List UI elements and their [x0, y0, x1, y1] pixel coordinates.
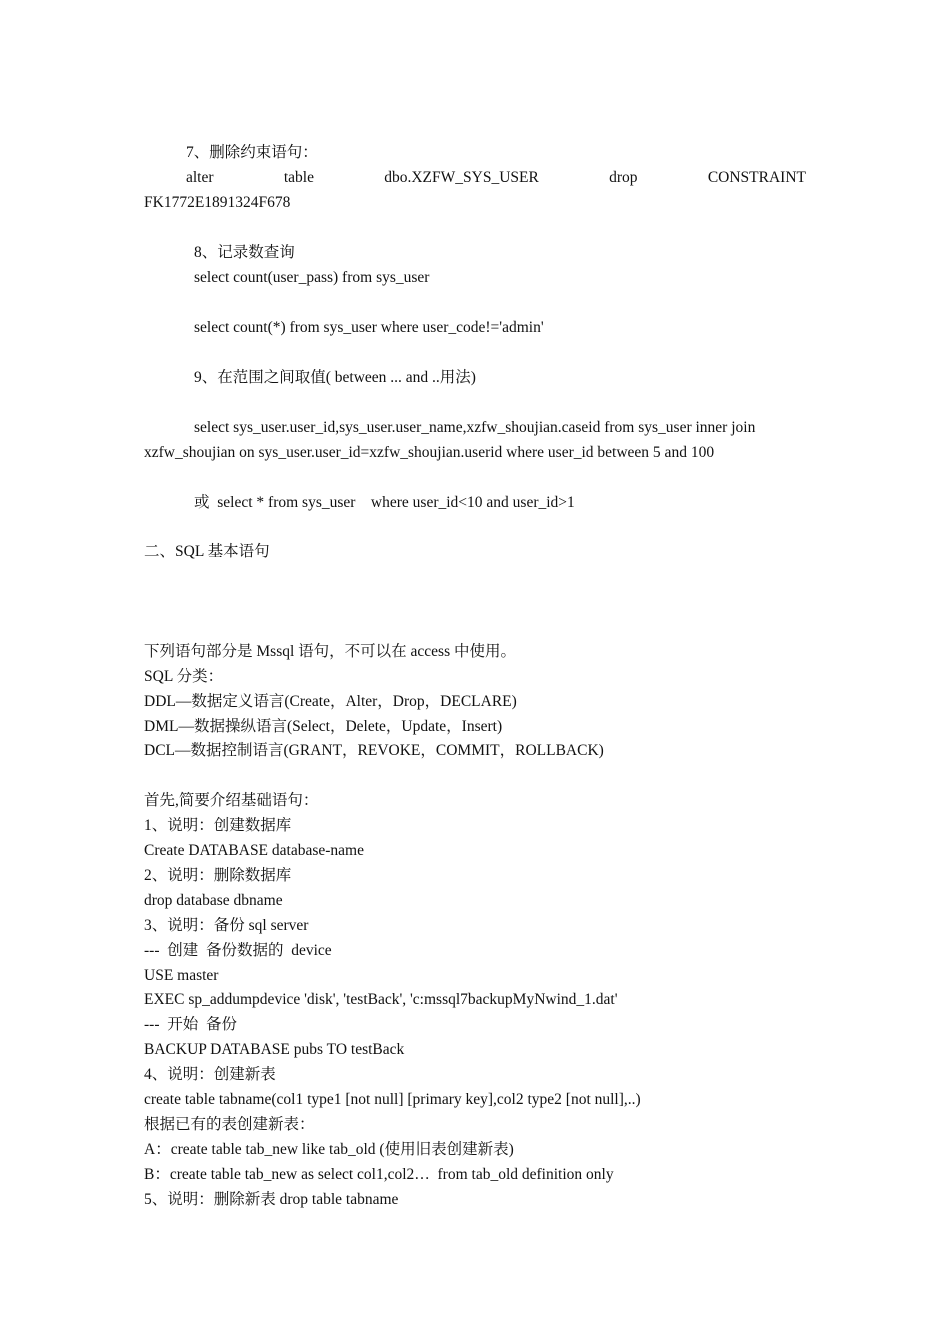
- basic-3-comment-1: --- 创建 备份数据的 device: [144, 942, 332, 959]
- basic-3-code-2: EXEC sp_addumpdevice 'disk', 'testBack', 'c:mssql7backupMyNwind_1.dat': [144, 991, 618, 1008]
- part-2-heading: 二、SQL 基本语句: [144, 543, 270, 560]
- statement-word: alter: [186, 169, 214, 186]
- section-9-query-line-1: select sys_user.user_id,sys_user.user_name,xzfw_shoujian.caseid from sys_user inner join: [194, 419, 756, 436]
- statement-word: dbo.XZFW_SYS_USER: [384, 169, 539, 186]
- section-9-query-line-2: xzfw_shoujian on sys_user.user_id=xzfw_shoujian.userid where user_id between 5 and 100: [144, 444, 715, 461]
- section-9-query-alt: 或 select * from sys_user where user_id<10 and user_id>1: [194, 494, 575, 511]
- section-8-query-2: select count(*) from sys_user where user_code!='admin': [194, 319, 544, 336]
- basic-4-code: create table tabname(col1 type1 [not null] [primary key],col2 type2 [not null],..): [144, 1091, 641, 1108]
- basic-3-comment-2: --- 开始 备份: [144, 1016, 237, 1033]
- part-2-intro: 下列语句部分是 Mssql 语句，不可以在 access 中使用。: [144, 643, 516, 660]
- basic-3-title: 3、说明：备份 sql server: [144, 917, 309, 934]
- section-8-title: 8、记录数查询: [194, 244, 295, 261]
- basic-2-title: 2、说明：删除数据库: [144, 867, 292, 884]
- basic-4-option-b: B：create table tab_new as select col1,col2… from tab_old definition only: [144, 1166, 614, 1183]
- statement-word: table: [283, 169, 314, 186]
- basic-1-code: Create DATABASE database-name: [144, 842, 364, 859]
- sql-class-dcl: DCL—数据控制语言(GRANT，REVOKE，COMMIT，ROLLBACK): [144, 742, 604, 759]
- section-7-title: 7、删除约束语句：: [186, 144, 318, 161]
- sql-classes-label: SQL 分类：: [144, 668, 224, 685]
- basic-4-option-a: A：create table tab_new like tab_old (使用旧表创建新表): [144, 1141, 514, 1158]
- section-9-title: 9、在范围之间取值( between ... and ..用法): [194, 369, 476, 386]
- section-8-query-1: select count(user_pass) from sys_user: [194, 269, 430, 286]
- basics-intro: 首先,简要介绍基础语句：: [144, 792, 319, 809]
- sql-class-dml: DML—数据操纵语言(Select，Delete，Update，Insert): [144, 718, 503, 735]
- basic-3-code-1: USE master: [144, 967, 219, 984]
- statement-word: drop: [609, 169, 638, 186]
- basic-4-title: 4、说明：创建新表: [144, 1066, 276, 1083]
- basic-1-title: 1、说明：创建数据库: [144, 817, 292, 834]
- basic-2-code: drop database dbname: [144, 892, 283, 909]
- basic-3-code-3: BACKUP DATABASE pubs TO testBack: [144, 1041, 405, 1058]
- basic-4-subtitle: 根据已有的表创建新表：: [144, 1116, 315, 1133]
- basic-5-title: 5、说明：删除新表 drop table tabname: [144, 1191, 399, 1208]
- section-7-statement-cont: FK1772E1891324F678: [144, 194, 291, 211]
- sql-class-ddl: DDL—数据定义语言(Create，Alter，Drop，DECLARE): [144, 693, 517, 710]
- statement-word: CONSTRAINT: [707, 169, 806, 186]
- section-7-statement: [186, 168, 806, 188]
